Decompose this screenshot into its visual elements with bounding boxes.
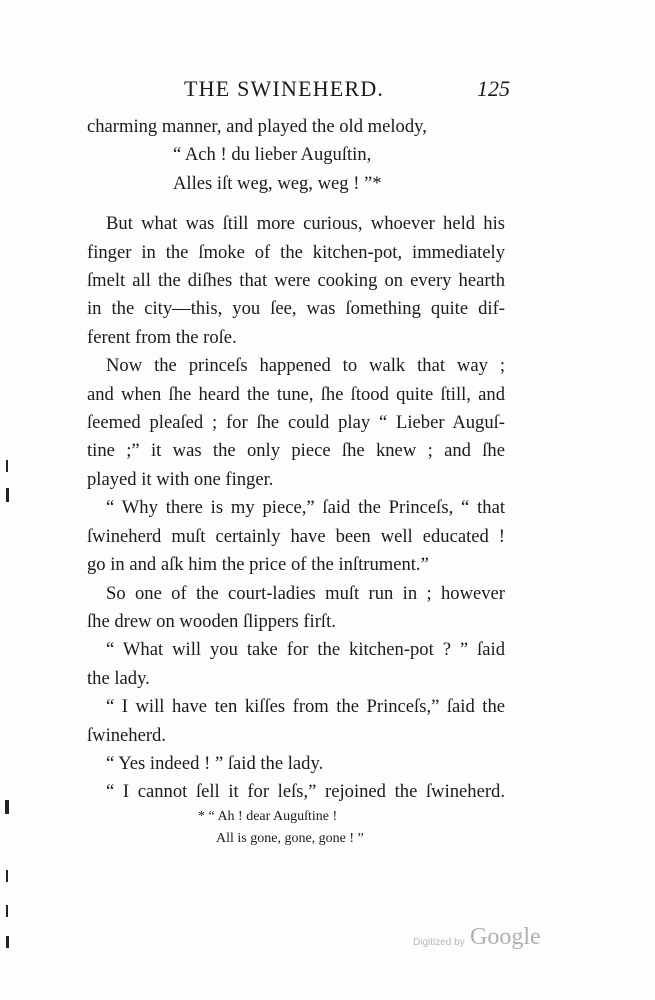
verse-line: Alles iſt weg, weg, weg ! ”* bbox=[173, 172, 382, 194]
google-logo: Google bbox=[470, 924, 541, 950]
text-line: played it with one finger. bbox=[87, 468, 274, 490]
text-line: charming manner, and played the old melody, bbox=[87, 116, 427, 137]
scan-mark bbox=[6, 870, 8, 882]
scan-mark bbox=[5, 800, 9, 814]
text-line: So one of the court-ladies muſt run in ; however bbox=[106, 582, 505, 604]
text-line: ſhe drew on wooden ſlippers firſt. bbox=[87, 610, 336, 632]
text-line: ſwineherd muſt certainly have been well educated ! bbox=[87, 525, 505, 547]
text-line: “ Why there is my piece,” ſaid the Princeſs, “ that bbox=[106, 497, 505, 519]
running-title: THE SWINEHERD. bbox=[184, 76, 385, 101]
text-line: “ Yes indeed ! ” ſaid the lady. bbox=[106, 752, 324, 774]
text-line: finger in the ſmoke of the kitchen-pot, immediately bbox=[87, 241, 505, 263]
text-line: in the city—this, you ſee, was ſomething quite dif- bbox=[87, 298, 505, 320]
footnote bbox=[198, 806, 458, 850]
scan-mark bbox=[6, 488, 9, 502]
text-line: But what was ſtill more curious, whoever held his bbox=[106, 213, 505, 235]
text-line: “ I will have ten kiſſes from the Princeſs,” ſaid the bbox=[106, 696, 505, 718]
watermark-caption: Digitized by bbox=[413, 937, 465, 948]
text-line: ſmelt all the diſhes that were cooking on every hearth bbox=[87, 270, 505, 292]
text-line: the lady. bbox=[87, 667, 150, 689]
footnote-line: * “ Ah ! dear Auguſtine ! bbox=[198, 809, 338, 824]
scan-mark bbox=[6, 460, 8, 472]
page-number: 125 bbox=[477, 76, 510, 101]
text-line: go in and aſk him the price of the inſtrument.” bbox=[87, 554, 429, 576]
text-line: ferent from the roſe. bbox=[87, 326, 237, 348]
text-line: “ I cannot ſell it for leſs,” rejoined the ſwineherd. bbox=[106, 781, 505, 803]
text-line: Now the princeſs happened to walk that way ; bbox=[106, 355, 505, 377]
running-header bbox=[110, 76, 510, 104]
scan-mark bbox=[6, 905, 8, 917]
page-body bbox=[87, 113, 505, 807]
text-line: and when ſhe heard the tune, ſhe ſtood quite ſtill, and bbox=[87, 383, 505, 405]
text-line: ſeemed pleaſed ; for ſhe could play “ Lieber Auguſ- bbox=[87, 412, 505, 434]
text-line: “ What will you take for the kitchen-pot ? ” ſaid bbox=[106, 639, 505, 661]
footnote-line: All is gone, gone, gone ! ” bbox=[216, 831, 364, 846]
text-line: ſwineherd. bbox=[87, 724, 166, 746]
text-line: tine ;” it was the only piece ſhe knew ; and ſhe bbox=[87, 440, 505, 462]
scan-mark bbox=[6, 936, 9, 948]
verse-line: “ Ach ! du lieber Auguſtin, bbox=[173, 144, 372, 166]
